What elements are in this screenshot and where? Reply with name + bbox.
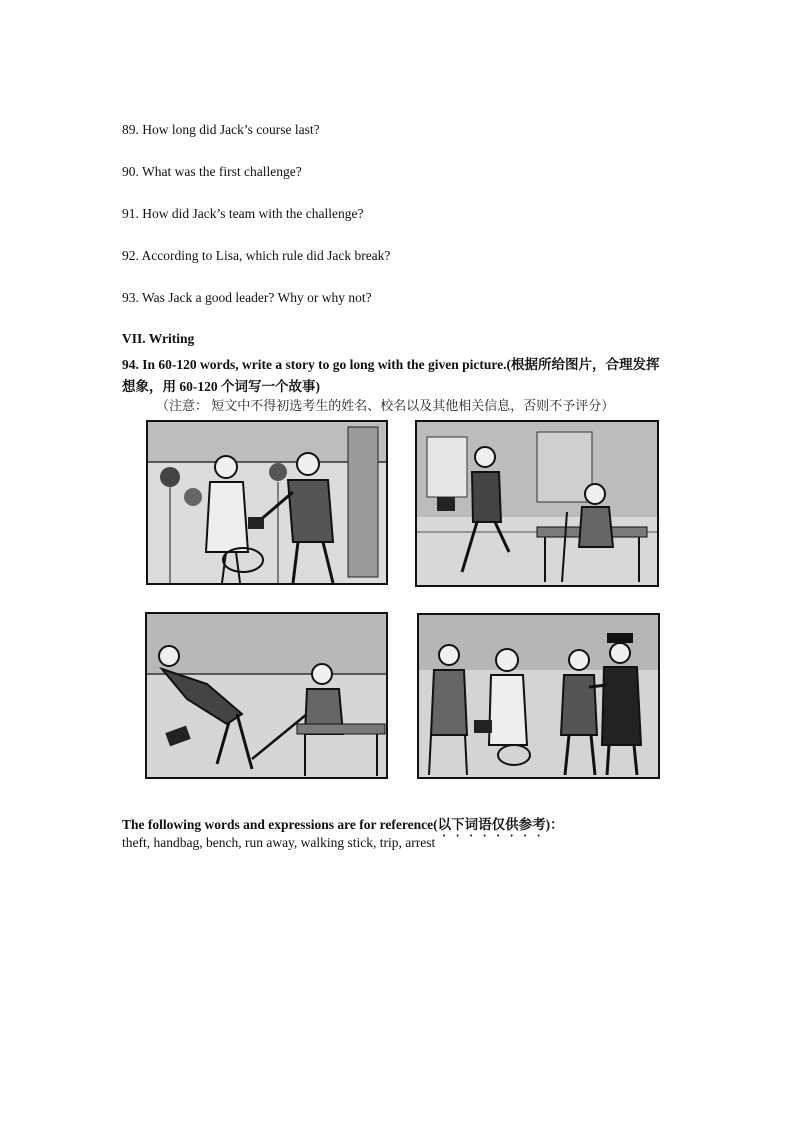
reference-label-en: The following words and expressions are for reference( [122,817,438,832]
picture-panel-1 [146,420,388,585]
picture-panel-2 [415,420,659,587]
note-text: （注意： 短文中不得初选考生的姓名、校名以及其他相关信息，否则不予评分） [156,398,615,413]
question-90: 90. What was the first challenge? [122,164,302,179]
question-89: 89. How long did Jack’s course last? [122,122,320,137]
picture-panel-4 [417,613,660,779]
reference-label-end: )： [545,817,564,832]
question-93: 93. Was Jack a good leader? Why or why not? [122,290,372,305]
trip-thief-illustration [147,614,386,777]
shop-theft-illustration [148,422,386,583]
question-92: 92. According to Lisa, which rule did Jack break? [122,248,391,263]
running-thief-illustration [417,422,657,585]
section-heading: VII. Writing [122,331,195,346]
reference-words: theft, handbag, bench, run away, walking stick, trip, arrest [122,835,436,850]
picture-panel-3 [145,612,388,779]
reference-label-zh: 以下词语仅供参考 [437,817,546,832]
task-line-2: 想象，用 60-120 个词写一个故事) [122,379,320,394]
question-91: 91. How did Jack’s team with the challenge? [122,206,364,221]
task-line-1: 94. In 60-120 words, write a story to go long with the given picture.(根据所给图片，合理发挥 [122,357,660,372]
arrest-illustration [419,615,658,777]
